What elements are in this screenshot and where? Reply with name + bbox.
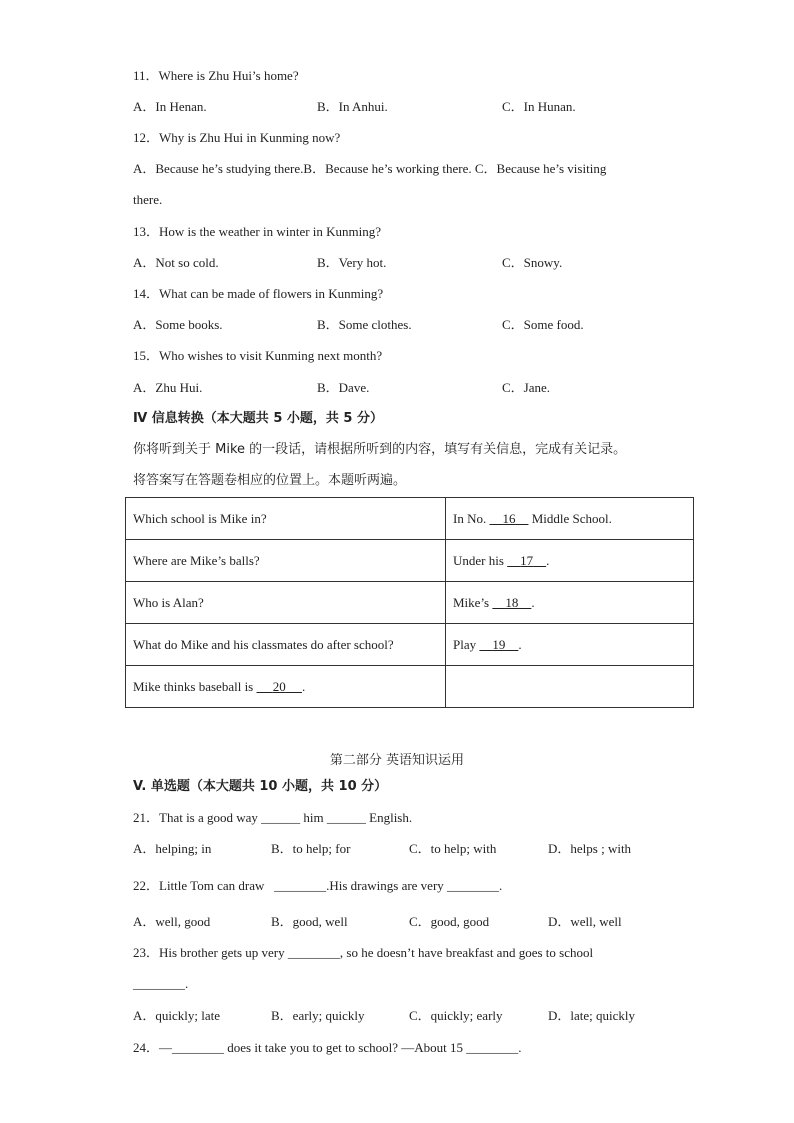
question-21-stem: 21．That is a good way ______ him ______ English.	[133, 810, 413, 825]
table-answer: Mike’s 18 .	[446, 582, 694, 624]
table-row	[126, 582, 694, 624]
blank-16: 16	[502, 510, 516, 526]
table-question: Where are Mike’s balls?	[126, 540, 446, 582]
question-11-stem: 11．Where is Zhu Hui’s home?	[133, 68, 299, 83]
q14-option-c: C．Some food.	[502, 317, 584, 332]
q12-options-line1: A．Because he’s studying there.B．Because he’s working there. C．Because he’s visiting	[133, 161, 607, 176]
q21-option-d: D．helps ; with	[548, 841, 632, 856]
q11-option-c: C．In Hunan.	[502, 99, 576, 114]
q22-option-c: C．good, good	[409, 914, 490, 929]
table-answer-empty	[446, 666, 694, 708]
section-4-instruction-2: 将答案写在答题卷相应的位置上。本题听两遍。	[133, 473, 407, 488]
table-row	[126, 498, 694, 540]
q22-option-b: B．good, well	[271, 914, 348, 929]
q23-option-c: C．quickly; early	[409, 1008, 503, 1023]
q23-option-b: B．early; quickly	[271, 1008, 365, 1023]
table-row	[126, 666, 694, 708]
q13-option-b: B．Very hot.	[317, 255, 387, 270]
table-question: Who is Alan?	[126, 582, 446, 624]
question-14-stem: 14．What can be made of flowers in Kunming?	[133, 286, 384, 301]
q11-option-a: A．In Henan.	[133, 99, 207, 114]
table-row	[126, 540, 694, 582]
question-24-stem: 24．—________ does it take you to get to school? —About 15 ________.	[133, 1040, 522, 1055]
table-question: Which school is Mike in?	[126, 498, 446, 540]
question-23-stem-line2: ________.	[133, 976, 189, 991]
blank-20: 20	[272, 678, 286, 694]
question-12-stem: 12．Why is Zhu Hui in Kunming now?	[133, 130, 341, 145]
question-15-stem: 15．Who wishes to visit Kunming next month?	[133, 348, 383, 363]
blank-18: 18	[505, 594, 519, 610]
section-4-instruction-1: 你将听到关于 Mike 的一段话，请根据所听到的内容，填写有关信息，完成有关记录。	[133, 442, 627, 457]
question-23-stem-line1: 23．His brother gets up very ________, so he doesn’t have breakfast and goes to school	[133, 945, 594, 960]
q13-option-a: A．Not so cold.	[133, 255, 219, 270]
q21-option-b: B．to help; for	[271, 841, 351, 856]
q15-option-a: A．Zhu Hui.	[133, 380, 203, 395]
table-answer: Play 19 .	[446, 624, 694, 666]
table-answer: In No. 16 Middle School.	[446, 498, 694, 540]
table-row	[126, 624, 694, 666]
question-22-stem: 22．Little Tom can draw ________.His drawings are very ________.	[133, 878, 503, 893]
q13-option-c: C．Snowy.	[502, 255, 563, 270]
q12-options-line2: there.	[133, 192, 163, 207]
part-2-title: 第二部分 英语知识运用	[329, 753, 465, 768]
q23-option-d: D．late; quickly	[548, 1008, 636, 1023]
q22-option-d: D．well, well	[548, 914, 622, 929]
table-answer: Under his 17 .	[446, 540, 694, 582]
section-4-heading: Ⅳ 信息转换（本大题共 5 小题，共 5 分）	[133, 411, 384, 426]
question-13-stem: 13．How is the weather in winter in Kunming?	[133, 224, 382, 239]
q21-option-c: C．to help; with	[409, 841, 497, 856]
q15-option-b: B．Dave.	[317, 380, 370, 395]
table-question: Mike thinks baseball is 20 .	[126, 666, 446, 708]
q21-option-a: A．helping; in	[133, 841, 212, 856]
blank-19: 19	[492, 636, 506, 652]
q14-option-a: A．Some books.	[133, 317, 223, 332]
q23-option-a: A．quickly; late	[133, 1008, 221, 1023]
info-table	[125, 497, 694, 708]
table-question: What do Mike and his classmates do after school?	[126, 624, 446, 666]
blank-17: 17	[520, 552, 534, 568]
q14-option-b: B．Some clothes.	[317, 317, 412, 332]
section-5-heading: V. 单选题（本大题共 10 小题，共 10 分）	[133, 779, 388, 794]
q22-option-a: A．well, good	[133, 914, 211, 929]
q11-option-b: B．In Anhui.	[317, 99, 388, 114]
q15-option-c: C．Jane.	[502, 380, 551, 395]
